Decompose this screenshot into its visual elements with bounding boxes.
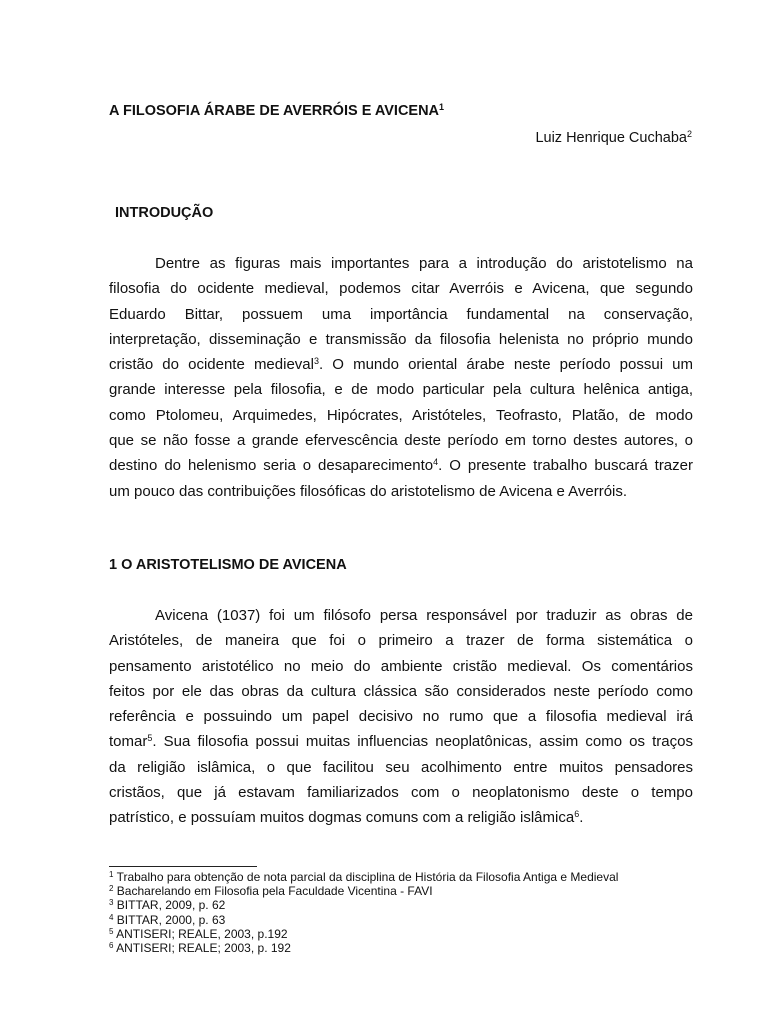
footnote	[109, 870, 618, 884]
intro-paragraph	[109, 251, 693, 504]
paragraph-line	[109, 453, 693, 478]
author-footnote-ref: 2	[686, 129, 692, 139]
paragraph-line: Dentre as figuras mais importantes para a introdução do aristotelismo na	[155, 255, 693, 272]
footnote-text: ANTISERI; REALE; 2003, p. 192	[116, 941, 291, 956]
paragraph-line: interpretação, disseminação e transmissão da filosofia helenista no próprio mundo	[109, 330, 693, 348]
paragraph-line: da religião islâmica, o que facilitou seu acolhimento entre muitos pensadores	[109, 758, 693, 776]
line-text: . O mundo oriental árabe neste período possui um	[319, 356, 694, 374]
paragraph-line: que se não fosse a grande efervescência deste período em torno destes autores, o	[109, 432, 693, 450]
paragraph-line: filosofia do ocidente medieval, podemos citar Averróis e Avicena, que segundo	[109, 280, 693, 298]
footnote-text: ANTISERI; REALE, 2003, p.192	[116, 926, 288, 941]
footnote-text: Trabalho para obtenção de nota parcial da disciplina de História da Filosofia Antiga e Medieval	[116, 870, 619, 884]
footnote	[109, 941, 618, 955]
line-text: tomar	[109, 733, 148, 751]
paragraph-line: como Ptolomeu, Arquimedes, Hipócrates, Aristóteles, Teofrasto, Platão, de modo	[109, 406, 693, 424]
paragraph-line	[109, 805, 693, 830]
paragraph-line: Avicena (1037) foi um filósofo persa responsável por traduzir as obras de	[155, 607, 693, 624]
title-footnote-ref: 1	[439, 102, 445, 112]
line-text: destino do helenismo seria o desaparecimento	[109, 457, 434, 475]
footnote-number: 4	[109, 912, 114, 922]
footnote-number: 6	[109, 941, 114, 951]
footnote-ref-6: 6	[574, 809, 580, 820]
section-heading: 1 O ARISTOTELISMO DE AVICENA	[109, 557, 347, 573]
footnote-text: BITTAR, 2009, p. 62	[116, 898, 226, 913]
footnote-number: 3	[109, 898, 114, 908]
footnote	[109, 898, 618, 912]
paragraph-line: Eduardo Bittar, possuem uma importância fundamental na conservação,	[109, 305, 693, 323]
paragraph-line: referência e possuindo um papel decisivo no rumo que a filosofia medieval irá	[109, 708, 693, 726]
paragraph-line	[109, 352, 693, 377]
footnote-separator	[109, 866, 257, 867]
footnotes	[109, 870, 618, 955]
paragraph-line: cristãos, que já estavam familiarizados com o neoplatonismo deste o tempo	[109, 784, 693, 802]
footnote-text: Bacharelando em Filosofia pela Faculdade Vicentina - FAVI	[116, 884, 433, 899]
footnote-text: BITTAR, 2000, p. 63	[116, 912, 226, 927]
paragraph-line: Aristóteles, de maneira que foi o primeiro a trazer de forma sistemática o	[109, 632, 693, 650]
line-text: .	[579, 809, 584, 827]
paragraph-line	[109, 729, 693, 754]
paragraph-line: pensamento aristotélico no meio do ambiente cristão medieval. Os comentários	[109, 657, 693, 675]
line-text: . Sua filosofia possui muitas influencias neoplatônicas, assim como os traços	[152, 733, 693, 751]
footnote-number: 2	[109, 884, 114, 894]
footnote-ref-4: 4	[433, 457, 439, 468]
line-text: . O presente trabalho buscará trazer	[438, 457, 693, 475]
paragraph-line: feitos por ele das obras da cultura clássica são considerados neste período como	[109, 682, 693, 700]
footnote	[109, 927, 618, 941]
footnote	[109, 913, 618, 927]
footnote-ref-5: 5	[147, 733, 153, 744]
section-paragraph	[109, 603, 693, 831]
line-text: patrístico, e possuíam muitos dogmas comuns com a religião islâmica	[109, 809, 575, 827]
title-text: A FILOSOFIA ÁRABE DE AVERRÓIS E AVICENA	[109, 103, 440, 119]
paragraph-line: um pouco das contribuições filosóficas do aristotelismo de Avicena e Averróis.	[109, 482, 628, 500]
author-name	[535, 130, 692, 146]
author-text: Luiz Henrique Cuchaba	[535, 130, 687, 146]
footnote-ref-3: 3	[313, 356, 319, 367]
line-text: cristão do ocidente medieval	[109, 356, 314, 374]
footnote-number: 5	[109, 926, 114, 936]
footnote	[109, 884, 618, 898]
footnote-number: 1	[109, 870, 114, 879]
intro-heading: INTRODUÇÃO	[115, 205, 214, 221]
document-title	[109, 103, 444, 119]
paragraph-line: grande interesse pela filosofia, e de modo particular pela cultura helênica antiga,	[109, 381, 693, 399]
